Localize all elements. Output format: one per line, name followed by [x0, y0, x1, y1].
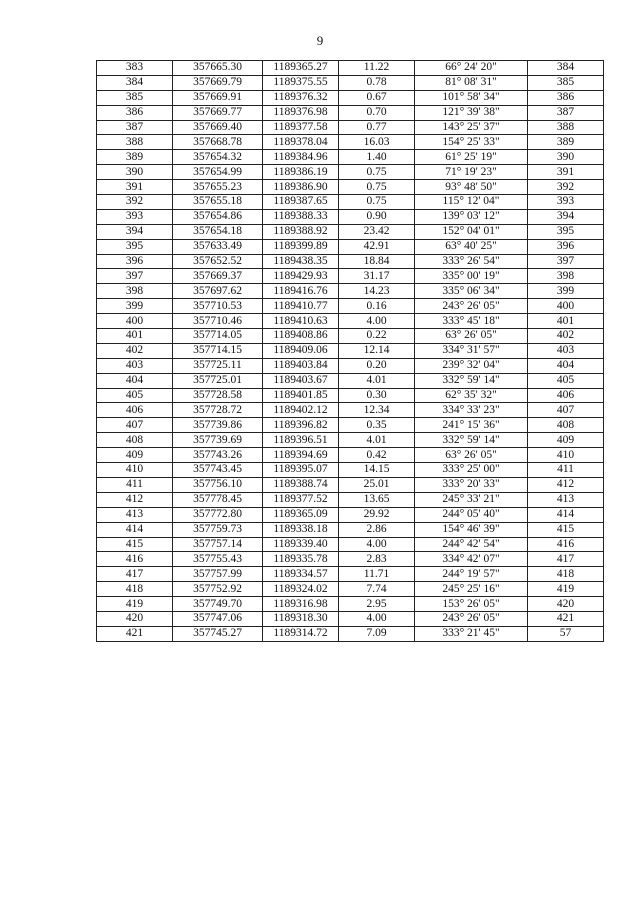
- x-coordinate-cell: 357778.45: [173, 492, 263, 507]
- next-point-cell: 401: [528, 314, 604, 329]
- y-coordinate-cell: 1189316.98: [263, 597, 339, 612]
- table-row: [97, 224, 604, 239]
- next-point-cell: 410: [528, 448, 604, 463]
- point-number-cell: 385: [97, 90, 173, 105]
- x-coordinate-cell: 357739.86: [173, 418, 263, 433]
- distance-cell: 23.42: [339, 224, 415, 239]
- bearing-cell: 333° 45' 18": [415, 314, 528, 329]
- y-coordinate-cell: 1189335.78: [263, 552, 339, 567]
- table-row: [97, 299, 604, 314]
- point-number-cell: 418: [97, 582, 173, 597]
- distance-cell: 0.78: [339, 75, 415, 90]
- x-coordinate-cell: 357669.40: [173, 120, 263, 135]
- y-coordinate-cell: 1189395.07: [263, 463, 339, 478]
- x-coordinate-cell: 357669.79: [173, 75, 263, 90]
- next-point-cell: 397: [528, 254, 604, 269]
- distance-cell: 42.91: [339, 239, 415, 254]
- distance-cell: 14.15: [339, 463, 415, 478]
- next-point-cell: 407: [528, 403, 604, 418]
- distance-cell: 11.22: [339, 61, 415, 76]
- y-coordinate-cell: 1189375.55: [263, 75, 339, 90]
- y-coordinate-cell: 1189416.76: [263, 284, 339, 299]
- x-coordinate-cell: 357749.70: [173, 597, 263, 612]
- distance-cell: 0.70: [339, 105, 415, 120]
- bearing-cell: 333° 26' 54": [415, 254, 528, 269]
- bearing-cell: 332° 59' 14": [415, 433, 528, 448]
- bearing-cell: 62° 35' 32": [415, 388, 528, 403]
- table-row: [97, 209, 604, 224]
- next-point-cell: 398: [528, 269, 604, 284]
- distance-cell: 29.92: [339, 507, 415, 522]
- bearing-cell: 244° 05' 40": [415, 507, 528, 522]
- distance-cell: 13.65: [339, 492, 415, 507]
- bearing-cell: 333° 25' 00": [415, 463, 528, 478]
- distance-cell: 16.03: [339, 135, 415, 150]
- x-coordinate-cell: 357725.11: [173, 358, 263, 373]
- distance-cell: 0.75: [339, 165, 415, 180]
- bearing-cell: 334° 42' 07": [415, 552, 528, 567]
- distance-cell: 18.84: [339, 254, 415, 269]
- x-coordinate-cell: 357745.27: [173, 626, 263, 641]
- next-point-cell: 413: [528, 492, 604, 507]
- y-coordinate-cell: 1189388.92: [263, 224, 339, 239]
- bearing-cell: 243° 26' 05": [415, 611, 528, 626]
- distance-cell: 2.95: [339, 597, 415, 612]
- y-coordinate-cell: 1189324.02: [263, 582, 339, 597]
- next-point-cell: 396: [528, 239, 604, 254]
- y-coordinate-cell: 1189402.12: [263, 403, 339, 418]
- table-row: [97, 433, 604, 448]
- x-coordinate-cell: 357669.77: [173, 105, 263, 120]
- point-number-cell: 417: [97, 567, 173, 582]
- x-coordinate-cell: 357743.45: [173, 463, 263, 478]
- x-coordinate-cell: 357669.37: [173, 269, 263, 284]
- table-row: [97, 75, 604, 90]
- y-coordinate-cell: 1189334.57: [263, 567, 339, 582]
- point-number-cell: 393: [97, 209, 173, 224]
- point-number-cell: 412: [97, 492, 173, 507]
- y-coordinate-cell: 1189376.32: [263, 90, 339, 105]
- y-coordinate-cell: 1189403.84: [263, 358, 339, 373]
- x-coordinate-cell: 357759.73: [173, 522, 263, 537]
- bearing-cell: 333° 21' 45": [415, 626, 528, 641]
- point-number-cell: 413: [97, 507, 173, 522]
- bearing-cell: 115° 12' 04": [415, 195, 528, 210]
- y-coordinate-cell: 1189388.74: [263, 477, 339, 492]
- next-point-cell: 386: [528, 90, 604, 105]
- x-coordinate-cell: 357654.32: [173, 150, 263, 165]
- table-row: [97, 567, 604, 582]
- point-number-cell: 396: [97, 254, 173, 269]
- y-coordinate-cell: 1189401.85: [263, 388, 339, 403]
- y-coordinate-cell: 1189386.90: [263, 180, 339, 195]
- y-coordinate-cell: 1189410.63: [263, 314, 339, 329]
- y-coordinate-cell: 1189388.33: [263, 209, 339, 224]
- x-coordinate-cell: 357756.10: [173, 477, 263, 492]
- y-coordinate-cell: 1189339.40: [263, 537, 339, 552]
- table-row: [97, 165, 604, 180]
- table-row: [97, 537, 604, 552]
- bearing-cell: 245° 25' 16": [415, 582, 528, 597]
- point-number-cell: 407: [97, 418, 173, 433]
- distance-cell: 4.01: [339, 373, 415, 388]
- next-point-cell: 405: [528, 373, 604, 388]
- point-number-cell: 390: [97, 165, 173, 180]
- bearing-cell: 152° 04' 01": [415, 224, 528, 239]
- y-coordinate-cell: 1189338.18: [263, 522, 339, 537]
- bearing-cell: 239° 32' 04": [415, 358, 528, 373]
- table-row: [97, 582, 604, 597]
- next-point-cell: 421: [528, 611, 604, 626]
- next-point-cell: 385: [528, 75, 604, 90]
- y-coordinate-cell: 1189318.30: [263, 611, 339, 626]
- point-number-cell: 408: [97, 433, 173, 448]
- point-number-cell: 416: [97, 552, 173, 567]
- distance-cell: 12.14: [339, 343, 415, 358]
- next-point-cell: 399: [528, 284, 604, 299]
- table-row: [97, 284, 604, 299]
- point-number-cell: 403: [97, 358, 173, 373]
- bearing-cell: 121° 39' 38": [415, 105, 528, 120]
- x-coordinate-cell: 357633.49: [173, 239, 263, 254]
- table-row: [97, 403, 604, 418]
- y-coordinate-cell: 1189403.67: [263, 373, 339, 388]
- point-number-cell: 401: [97, 329, 173, 344]
- table-row: [97, 597, 604, 612]
- x-coordinate-cell: 357655.23: [173, 180, 263, 195]
- table-row: [97, 343, 604, 358]
- next-point-cell: 416: [528, 537, 604, 552]
- coordinates-table: [96, 60, 604, 642]
- distance-cell: 2.83: [339, 552, 415, 567]
- bearing-cell: 154° 46' 39": [415, 522, 528, 537]
- point-number-cell: 402: [97, 343, 173, 358]
- point-number-cell: 384: [97, 75, 173, 90]
- table-row: [97, 507, 604, 522]
- y-coordinate-cell: 1189376.98: [263, 105, 339, 120]
- distance-cell: 0.42: [339, 448, 415, 463]
- x-coordinate-cell: 357710.46: [173, 314, 263, 329]
- y-coordinate-cell: 1189384.96: [263, 150, 339, 165]
- distance-cell: 4.00: [339, 611, 415, 626]
- distance-cell: 31.17: [339, 269, 415, 284]
- table-row: [97, 329, 604, 344]
- x-coordinate-cell: 357728.58: [173, 388, 263, 403]
- distance-cell: 0.30: [339, 388, 415, 403]
- next-point-cell: 404: [528, 358, 604, 373]
- bearing-cell: 332° 59' 14": [415, 373, 528, 388]
- bearing-cell: 244° 19' 57": [415, 567, 528, 582]
- point-number-cell: 388: [97, 135, 173, 150]
- table-row: [97, 120, 604, 135]
- bearing-cell: 81° 08' 31": [415, 75, 528, 90]
- table-row: [97, 269, 604, 284]
- distance-cell: 0.75: [339, 195, 415, 210]
- point-number-cell: 383: [97, 61, 173, 76]
- table-row: [97, 105, 604, 120]
- x-coordinate-cell: 357714.15: [173, 343, 263, 358]
- y-coordinate-cell: 1189396.51: [263, 433, 339, 448]
- x-coordinate-cell: 357743.26: [173, 448, 263, 463]
- x-coordinate-cell: 357757.99: [173, 567, 263, 582]
- bearing-cell: 335° 00' 19": [415, 269, 528, 284]
- next-point-cell: 414: [528, 507, 604, 522]
- point-number-cell: 406: [97, 403, 173, 418]
- distance-cell: 11.71: [339, 567, 415, 582]
- distance-cell: 0.16: [339, 299, 415, 314]
- bearing-cell: 61° 25' 19": [415, 150, 528, 165]
- distance-cell: 0.20: [339, 358, 415, 373]
- bearing-cell: 333° 20' 33": [415, 477, 528, 492]
- table-row: [97, 239, 604, 254]
- point-number-cell: 410: [97, 463, 173, 478]
- next-point-cell: 409: [528, 433, 604, 448]
- point-number-cell: 414: [97, 522, 173, 537]
- table-row: [97, 314, 604, 329]
- x-coordinate-cell: 357728.72: [173, 403, 263, 418]
- page-number: 9: [316, 33, 324, 48]
- point-number-cell: 395: [97, 239, 173, 254]
- distance-cell: 0.75: [339, 180, 415, 195]
- table-row: [97, 388, 604, 403]
- y-coordinate-cell: 1189387.65: [263, 195, 339, 210]
- table-row: [97, 61, 604, 76]
- point-number-cell: 405: [97, 388, 173, 403]
- y-coordinate-cell: 1189377.52: [263, 492, 339, 507]
- distance-cell: 7.09: [339, 626, 415, 641]
- bearing-cell: 139° 03' 12": [415, 209, 528, 224]
- table-row: [97, 448, 604, 463]
- next-point-cell: 412: [528, 477, 604, 492]
- table-row: [97, 195, 604, 210]
- bearing-cell: 334° 33' 23": [415, 403, 528, 418]
- y-coordinate-cell: 1189438.35: [263, 254, 339, 269]
- next-point-cell: 389: [528, 135, 604, 150]
- x-coordinate-cell: 357669.91: [173, 90, 263, 105]
- bearing-cell: 63° 40' 25": [415, 239, 528, 254]
- point-number-cell: 399: [97, 299, 173, 314]
- point-number-cell: 392: [97, 195, 173, 210]
- point-number-cell: 404: [97, 373, 173, 388]
- bearing-cell: 154° 25' 33": [415, 135, 528, 150]
- y-coordinate-cell: 1189365.27: [263, 61, 339, 76]
- x-coordinate-cell: 357652.52: [173, 254, 263, 269]
- y-coordinate-cell: 1189314.72: [263, 626, 339, 641]
- x-coordinate-cell: 357752.92: [173, 582, 263, 597]
- x-coordinate-cell: 357668.78: [173, 135, 263, 150]
- y-coordinate-cell: 1189409.06: [263, 343, 339, 358]
- y-coordinate-cell: 1189394.69: [263, 448, 339, 463]
- bearing-cell: 153° 26' 05": [415, 597, 528, 612]
- x-coordinate-cell: 357697.62: [173, 284, 263, 299]
- point-number-cell: 420: [97, 611, 173, 626]
- next-point-cell: 384: [528, 61, 604, 76]
- y-coordinate-cell: 1189377.58: [263, 120, 339, 135]
- table-row: [97, 626, 604, 641]
- distance-cell: 0.67: [339, 90, 415, 105]
- table-row: [97, 522, 604, 537]
- y-coordinate-cell: 1189408.86: [263, 329, 339, 344]
- next-point-cell: 392: [528, 180, 604, 195]
- bearing-cell: 245° 33' 21": [415, 492, 528, 507]
- x-coordinate-cell: 357654.99: [173, 165, 263, 180]
- point-number-cell: 415: [97, 537, 173, 552]
- next-point-cell: 420: [528, 597, 604, 612]
- bearing-cell: 66° 24' 20": [415, 61, 528, 76]
- distance-cell: 0.22: [339, 329, 415, 344]
- distance-cell: 25.01: [339, 477, 415, 492]
- table-row: [97, 477, 604, 492]
- x-coordinate-cell: 357739.69: [173, 433, 263, 448]
- distance-cell: 12.34: [339, 403, 415, 418]
- next-point-cell: 390: [528, 150, 604, 165]
- next-point-cell: 419: [528, 582, 604, 597]
- bearing-cell: 241° 15' 36": [415, 418, 528, 433]
- distance-cell: 14.23: [339, 284, 415, 299]
- y-coordinate-cell: 1189396.82: [263, 418, 339, 433]
- table-row: [97, 552, 604, 567]
- bearing-cell: 101° 58' 34": [415, 90, 528, 105]
- next-point-cell: 388: [528, 120, 604, 135]
- table-row: [97, 418, 604, 433]
- x-coordinate-cell: 357747.06: [173, 611, 263, 626]
- bearing-cell: 93° 48' 50": [415, 180, 528, 195]
- point-number-cell: 391: [97, 180, 173, 195]
- y-coordinate-cell: 1189365.09: [263, 507, 339, 522]
- next-point-cell: 402: [528, 329, 604, 344]
- table-row: [97, 611, 604, 626]
- next-point-cell: 408: [528, 418, 604, 433]
- table-row: [97, 150, 604, 165]
- distance-cell: 0.90: [339, 209, 415, 224]
- next-point-cell: 415: [528, 522, 604, 537]
- x-coordinate-cell: 357772.80: [173, 507, 263, 522]
- x-coordinate-cell: 357654.18: [173, 224, 263, 239]
- x-coordinate-cell: 357757.14: [173, 537, 263, 552]
- distance-cell: 1.40: [339, 150, 415, 165]
- next-point-cell: 411: [528, 463, 604, 478]
- next-point-cell: 418: [528, 567, 604, 582]
- bearing-cell: 244° 42' 54": [415, 537, 528, 552]
- bearing-cell: 63° 26' 05": [415, 329, 528, 344]
- table-row: [97, 373, 604, 388]
- bearing-cell: 335° 06' 34": [415, 284, 528, 299]
- distance-cell: 4.01: [339, 433, 415, 448]
- x-coordinate-cell: 357654.86: [173, 209, 263, 224]
- y-coordinate-cell: 1189429.93: [263, 269, 339, 284]
- distance-cell: 7.74: [339, 582, 415, 597]
- coordinates-table-body: [97, 61, 604, 642]
- distance-cell: 4.00: [339, 314, 415, 329]
- bearing-cell: 71° 19' 23": [415, 165, 528, 180]
- next-point-cell: 391: [528, 165, 604, 180]
- next-point-cell: 403: [528, 343, 604, 358]
- x-coordinate-cell: 357710.53: [173, 299, 263, 314]
- table-row: [97, 492, 604, 507]
- next-point-cell: 387: [528, 105, 604, 120]
- y-coordinate-cell: 1189410.77: [263, 299, 339, 314]
- x-coordinate-cell: 357665.30: [173, 61, 263, 76]
- point-number-cell: 389: [97, 150, 173, 165]
- table-row: [97, 254, 604, 269]
- y-coordinate-cell: 1189378.04: [263, 135, 339, 150]
- table-row: [97, 463, 604, 478]
- next-point-cell: 393: [528, 195, 604, 210]
- next-point-cell: 417: [528, 552, 604, 567]
- x-coordinate-cell: 357714.05: [173, 329, 263, 344]
- point-number-cell: 400: [97, 314, 173, 329]
- bearing-cell: 334° 31' 57": [415, 343, 528, 358]
- x-coordinate-cell: 357755.43: [173, 552, 263, 567]
- point-number-cell: 386: [97, 105, 173, 120]
- table-row: [97, 90, 604, 105]
- point-number-cell: 397: [97, 269, 173, 284]
- table-row: [97, 358, 604, 373]
- next-point-cell: 394: [528, 209, 604, 224]
- bearing-cell: 63° 26' 05": [415, 448, 528, 463]
- bearing-cell: 143° 25' 37": [415, 120, 528, 135]
- table-row: [97, 180, 604, 195]
- point-number-cell: 394: [97, 224, 173, 239]
- distance-cell: 2.86: [339, 522, 415, 537]
- y-coordinate-cell: 1189386.19: [263, 165, 339, 180]
- y-coordinate-cell: 1189399.89: [263, 239, 339, 254]
- point-number-cell: 398: [97, 284, 173, 299]
- distance-cell: 0.77: [339, 120, 415, 135]
- next-point-cell: 406: [528, 388, 604, 403]
- point-number-cell: 387: [97, 120, 173, 135]
- distance-cell: 4.00: [339, 537, 415, 552]
- x-coordinate-cell: 357655.18: [173, 195, 263, 210]
- point-number-cell: 409: [97, 448, 173, 463]
- bearing-cell: 243° 26' 05": [415, 299, 528, 314]
- distance-cell: 0.35: [339, 418, 415, 433]
- point-number-cell: 421: [97, 626, 173, 641]
- next-point-cell: 57: [528, 626, 604, 641]
- x-coordinate-cell: 357725.01: [173, 373, 263, 388]
- next-point-cell: 395: [528, 224, 604, 239]
- point-number-cell: 419: [97, 597, 173, 612]
- table-row: [97, 135, 604, 150]
- next-point-cell: 400: [528, 299, 604, 314]
- point-number-cell: 411: [97, 477, 173, 492]
